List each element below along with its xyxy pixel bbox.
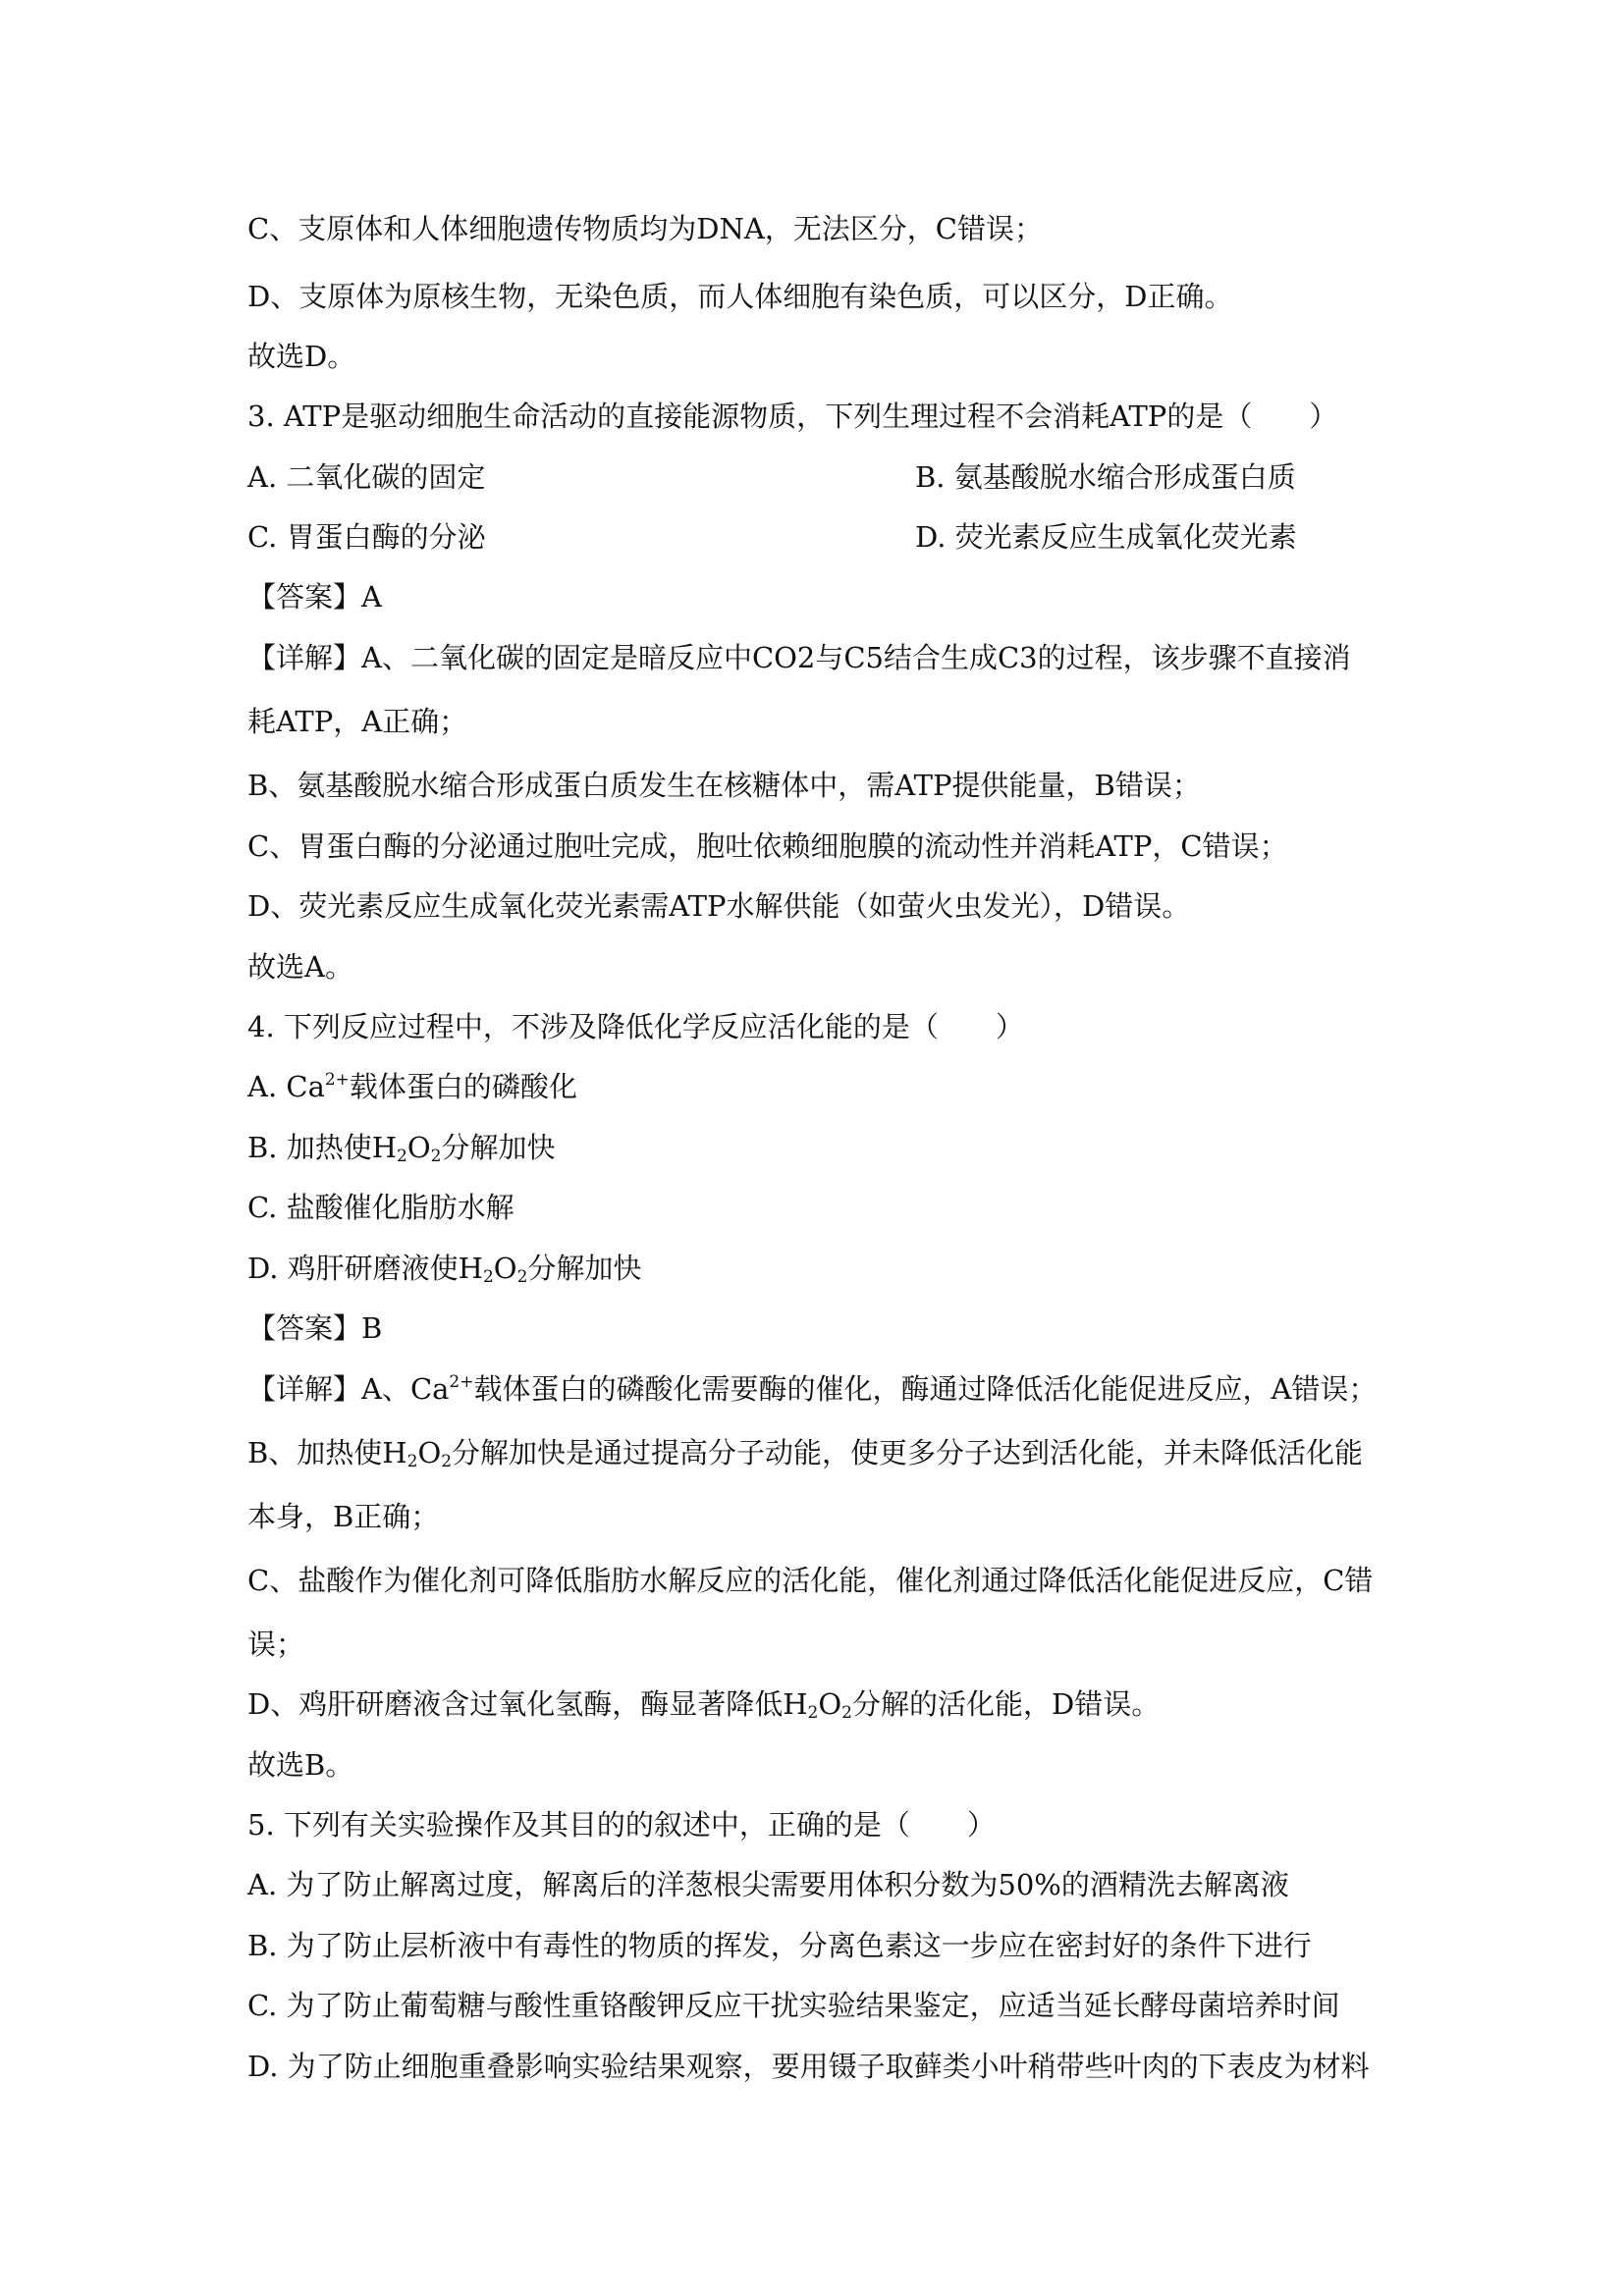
q4-answer: 【答案】B bbox=[247, 1311, 383, 1345]
q4-option-a: A. $Ca^{2+}$载体蛋白的磷酸化 bbox=[247, 1070, 577, 1103]
q3-option-c: C. 胃蛋白酶的分泌 bbox=[247, 520, 486, 554]
text-line: C、胃蛋白酶的分泌通过胞吐完成，胞吐依赖细胞膜的流动性并消耗ATP，C错误； bbox=[247, 829, 1288, 863]
text-line: C、支原体和人体细胞遗传物质均为DNA，无法区分，C错误； bbox=[247, 212, 1043, 245]
q4-option-b: B. 加热使$H_2O_2$分解加快 bbox=[247, 1131, 556, 1166]
text-line: 故选D。 bbox=[247, 340, 356, 373]
q4-option-c: C. 盐酸催化脂肪水解 bbox=[247, 1191, 514, 1224]
q4-option-d: D. 鸡肝研磨液使$H_2O_2$分解加快 bbox=[247, 1252, 642, 1287]
text-line: 本身，B正确； bbox=[247, 1500, 440, 1533]
q5-option-a: A. 为了防止解离过度，解离后的洋葱根尖需要用体积分数为50%的酒精洗去解离液 bbox=[247, 1868, 1289, 1901]
q3-answer: 【答案】A bbox=[247, 580, 382, 614]
question-3-stem: 3. ATP是驱动细胞生命活动的直接能源物质，下列生理过程不会消耗ATP的是（ ） bbox=[247, 400, 1338, 433]
text-line: C、盐酸作为催化剂可降低脂肪水解反应的活化能，催化剂通过降低活化能促进反应，C错 bbox=[247, 1564, 1374, 1597]
text-line: D、支原体为原核生物，无染色质，而人体细胞有染色质，可以区分，D正确。 bbox=[247, 280, 1233, 313]
q3-option-a: A. 二氧化碳的固定 bbox=[247, 460, 486, 494]
q5-option-c: C. 为了防止葡萄糖与酸性重铬酸钾反应干扰实验结果鉴定，应适当延长酵母菌培养时间 bbox=[247, 1989, 1340, 2022]
text-line: B、氨基酸脱水缩合形成蛋白质发生在核糖体中，需ATP提供能量，B错误； bbox=[247, 769, 1201, 802]
text-line: D、荧光素反应生成氧化荧光素需ATP水解供能（如萤火虫发光），D错误。 bbox=[247, 889, 1191, 923]
text-line: B、加热使$H_2O_2$分解加快是通过提高分子动能，使更多分子达到活化能，并未降低活化能 bbox=[247, 1436, 1364, 1471]
q3-option-d: D. 荧光素反应生成氧化荧光素 bbox=[915, 520, 1297, 554]
text-line: 故选A。 bbox=[247, 950, 353, 984]
q3-explanation: 【详解】A、二氧化碳的固定是暗反应中CO2与C5结合生成C3的过程，该步骤不直接消 bbox=[247, 641, 1351, 674]
q4-explanation: 【详解】A、$Ca^{2+}$载体蛋白的磷酸化需要酶的催化，酶通过降低活化能促进反应，A错误； bbox=[247, 1372, 1378, 1406]
question-4-stem: 4. 下列反应过程中，不涉及降低化学反应活化能的是（ ） bbox=[247, 1010, 1024, 1043]
q3-option-b: B. 氨基酸脱水缩合形成蛋白质 bbox=[915, 460, 1296, 494]
text-line: 误； bbox=[247, 1628, 305, 1661]
q5-option-b: B. 为了防止层析液中有毒性的物质的挥发，分离色素这一步应在密封好的条件下进行 bbox=[247, 1929, 1312, 1962]
text-line: D、鸡肝研磨液含过氧化氢酶，酶显著降低$H_2O_2$分解的活化能，D错误。 bbox=[247, 1687, 1161, 1723]
question-5-stem: 5. 下列有关实验操作及其目的的叙述中，正确的是（ ） bbox=[247, 1808, 996, 1842]
text-line: 耗ATP，A正确； bbox=[247, 705, 468, 738]
q5-option-d: D. 为了防止细胞重叠影响实验结果观察，要用镊子取藓类小叶稍带些叶肉的下表皮为材料 bbox=[247, 2050, 1370, 2083]
text-line: 故选B。 bbox=[247, 1748, 354, 1782]
